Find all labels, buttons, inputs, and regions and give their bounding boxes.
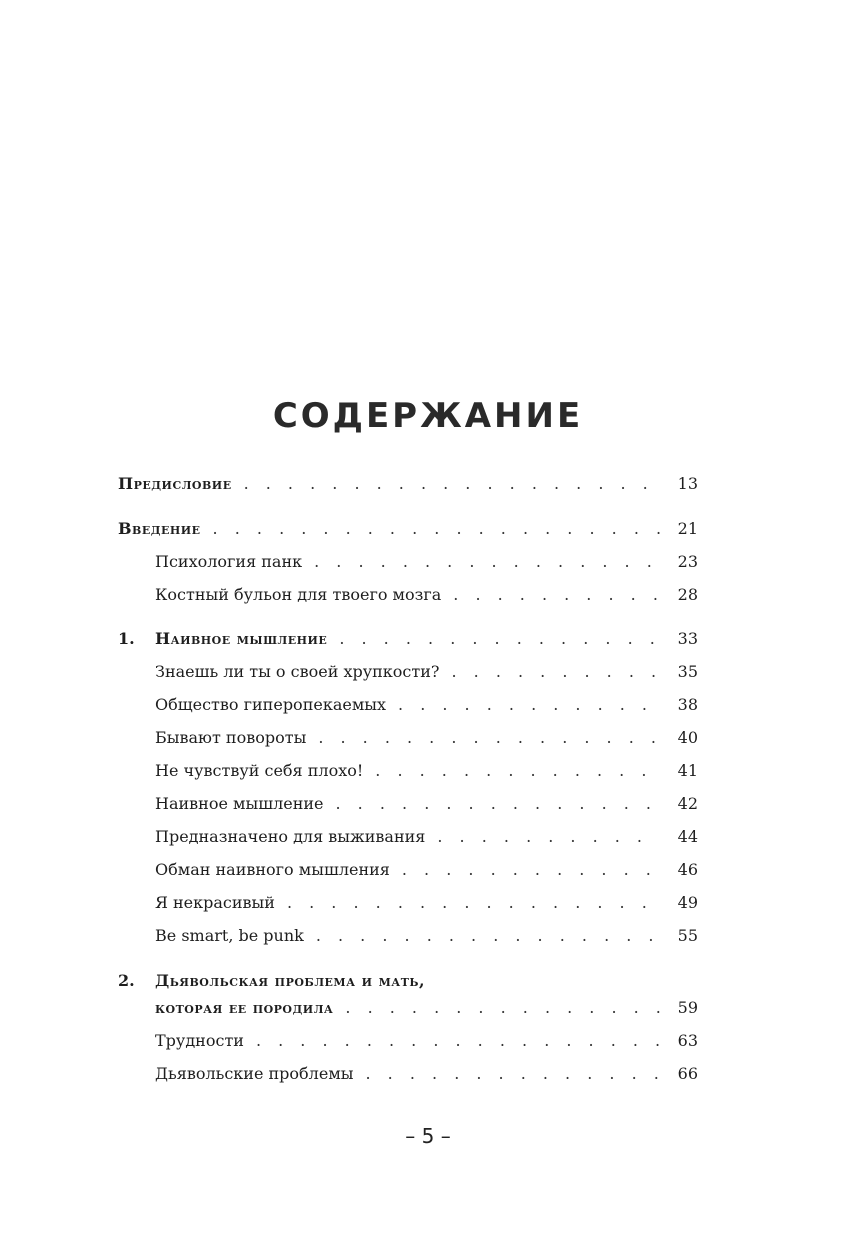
toc-entry: [155, 924, 698, 948]
leader-dots: [336, 792, 661, 816]
leader-dots: [316, 924, 660, 948]
toc-entry-page: 42: [677, 794, 698, 813]
leader-dots: [318, 726, 660, 750]
toc-entry: [155, 858, 698, 882]
toc-entry: [155, 759, 698, 783]
toc-entry: [155, 583, 698, 607]
toc-entry: [155, 891, 698, 915]
leader-dots: [366, 1062, 661, 1086]
leader-dots: [339, 627, 660, 651]
toc-entry: [155, 792, 698, 816]
toc-entry-label: Предназначено для выживания: [155, 827, 426, 846]
toc-entry: [155, 726, 698, 750]
toc-entry-label: Введение: [118, 519, 201, 538]
leader-dots: [287, 891, 660, 915]
toc-entry-introduction: [118, 517, 698, 541]
chapter-number: 1.: [118, 629, 135, 648]
toc-entry-page: 35: [677, 662, 698, 681]
toc-entry-page: 21: [677, 519, 698, 538]
toc-chapter-1: [118, 627, 698, 651]
toc-entry-label: Дьявольская проблема и мать,: [155, 971, 426, 990]
toc-entry-page: 33: [677, 629, 698, 648]
leader-dots: [398, 693, 660, 717]
toc-entry: [155, 660, 698, 684]
toc-entry-page: 44: [677, 827, 698, 846]
toc-entry-preface: [118, 472, 698, 496]
toc-entry-page: 38: [677, 695, 698, 714]
leader-dots: [314, 550, 660, 574]
toc-entry-label: Костный бульон для твоего мозга: [155, 585, 442, 604]
leader-dots: [453, 583, 660, 607]
toc-entry: [155, 550, 698, 574]
toc-entry-page: 28: [677, 585, 698, 604]
toc-entry-label: Не чувствуй себя плохо!: [155, 761, 364, 780]
toc-entry-page: 49: [677, 893, 698, 912]
leader-dots: [375, 759, 660, 783]
toc-entry-page: 63: [677, 1031, 698, 1050]
toc-chapter-2-line2: [155, 996, 698, 1020]
toc-entry-page: 23: [677, 552, 698, 571]
toc-entry-page: 59: [677, 998, 698, 1017]
toc-entry-label: Знаешь ли ты о своей хрупкости?: [155, 662, 440, 681]
toc-entry-label: Трудности: [155, 1031, 244, 1050]
page-number: – 5 –: [405, 1124, 451, 1148]
toc-entry-page: 66: [677, 1064, 698, 1083]
toc-chapter-2-line1: [118, 969, 698, 993]
toc-entry-label: Я некрасивый: [155, 893, 275, 912]
toc-entry-page: 41: [677, 761, 698, 780]
chapter-number: 2.: [118, 971, 135, 990]
leader-dots: [345, 996, 660, 1020]
toc-entry-label: Психология панк: [155, 552, 303, 571]
toc-entry-label: Предисловие: [118, 474, 232, 493]
toc-entry: [155, 693, 698, 717]
leader-dots: [256, 1029, 660, 1053]
toc-entry-label: Наивное мышление: [155, 629, 328, 648]
page-title: СОДЕРЖАНИЕ: [272, 396, 584, 436]
leader-dots: [402, 858, 660, 882]
toc-entry-page: 55: [677, 926, 698, 945]
toc-entry-page: 13: [677, 474, 698, 493]
toc-entry-label: Бывают повороты: [155, 728, 307, 747]
toc-entry: [155, 1062, 698, 1086]
toc-entry-label: Be smart, be punk: [155, 926, 304, 945]
leader-dots: [213, 517, 660, 541]
leader-dots: [451, 660, 660, 684]
toc-entry-label: Дьявольские проблемы: [155, 1064, 354, 1083]
toc-entry-page: 46: [677, 860, 698, 879]
toc-entry-label: Обман наивного мышления: [155, 860, 390, 879]
toc-entry-label: Наивное мышление: [155, 794, 324, 813]
toc-entry-label-continued: которая ее породила: [155, 998, 334, 1017]
toc-entry: [155, 1029, 698, 1053]
toc-entry: [155, 825, 698, 849]
toc-entry-page: 40: [677, 728, 698, 747]
leader-dots: [244, 472, 660, 496]
toc-entry-label: Общество гиперопекаемых: [155, 695, 387, 714]
leader-dots: [437, 825, 660, 849]
